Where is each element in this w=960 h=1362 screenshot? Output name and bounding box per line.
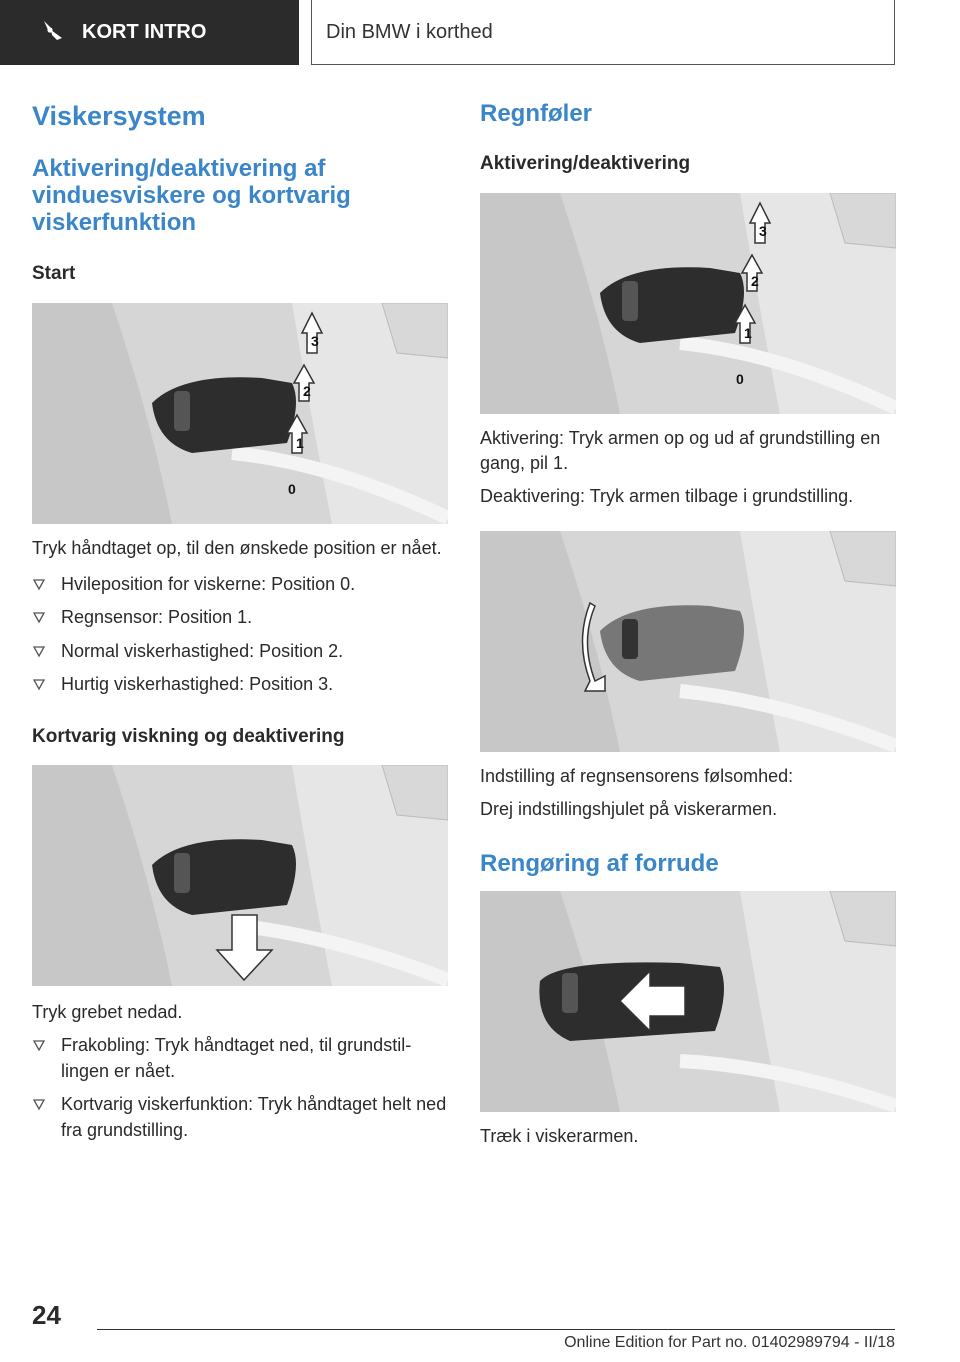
pull-text: Træk i viskerarmen. xyxy=(480,1126,639,1147)
bullet-triangle-icon xyxy=(32,610,46,624)
list-item: Kortvarig viskerfunktion: Tryk håndtaget helt ned fra grundstilling. xyxy=(32,1092,448,1143)
bullet-triangle-icon xyxy=(32,577,46,591)
sensitivity-wheel-figure xyxy=(480,531,896,752)
windscreen-cleaning-title: Rengøring af forrude xyxy=(480,849,719,877)
start-instruction: Tryk håndtaget op, til den ønskede position er nået. xyxy=(32,538,442,559)
activation-text: Aktivering: Tryk armen op og ud af grundstilling en gang, pil 1. xyxy=(480,427,881,474)
page-number: 24 xyxy=(32,1300,61,1330)
position-label-1: 1 xyxy=(744,324,752,341)
footer-divider xyxy=(97,1329,895,1330)
list-item: Normal viskerhastighed: Position 2. xyxy=(32,639,448,665)
activation-heading: Aktivering/deaktivering xyxy=(480,152,691,174)
bullet-triangle-icon xyxy=(32,1097,46,1111)
deactivation-text: Deaktivering: Tryk armen tilbage i grundstilling. xyxy=(480,485,854,506)
position-label-2: 2 xyxy=(751,272,759,289)
bullet-triangle-icon xyxy=(32,677,46,691)
wiper-lever-up-figure xyxy=(32,303,448,524)
edition-info: Online Edition for Part no. 01402989794 - II/18 xyxy=(564,1334,895,1351)
car-front-icon xyxy=(40,18,66,48)
position-label-3: 3 xyxy=(759,222,767,239)
bullet-triangle-icon xyxy=(32,644,46,658)
position-label-0: 0 xyxy=(288,481,296,498)
start-heading: Start xyxy=(32,263,76,285)
position-label-1: 1 xyxy=(296,435,304,452)
short-wipe-bullet-list xyxy=(32,1033,448,1143)
wiper-lever-down-figure xyxy=(32,765,448,986)
list-item: Hvileposition for viskerne: Position 0. xyxy=(32,572,448,598)
position-label-0: 0 xyxy=(736,370,744,387)
chapter-tab-label: KORT INTRO xyxy=(82,21,207,43)
sensitivity-text: Indstilling af regnsensorens følsomhed: xyxy=(480,766,794,787)
wiper-lever-pull-figure xyxy=(480,891,896,1112)
bullet-triangle-icon xyxy=(32,1038,46,1052)
short-wipe-instruction: Tryk grebet nedad. xyxy=(32,1001,183,1022)
wiper-activation-subtitle: Aktivering/deaktivering af vinduesviskere og kortvarig viskerfunktion xyxy=(32,155,351,237)
short-wipe-heading: Kortvarig viskning og deaktivering xyxy=(32,725,345,747)
left-column xyxy=(32,100,448,1151)
wiper-system-title: Viskersystem xyxy=(32,101,206,131)
position-label-2: 2 xyxy=(303,383,311,400)
rain-sensor-activation-figure xyxy=(480,193,896,414)
wheel-text: Drej indstillingshjulet på viskerarmen. xyxy=(480,798,778,819)
list-item: Frakobling: Tryk håndtaget ned, til grundstil-lingen er nået. xyxy=(32,1033,448,1084)
position-label-3: 3 xyxy=(311,333,319,350)
list-item: Hurtig viskerhastighed: Position 3. xyxy=(32,672,448,698)
list-item: Regnsensor: Position 1. xyxy=(32,605,448,631)
right-column xyxy=(480,100,896,1150)
section-title: Din BMW i korthed xyxy=(311,0,895,65)
chapter-tab[interactable] xyxy=(0,0,299,65)
start-bullet-list xyxy=(32,572,448,698)
rain-sensor-title: Regnføler xyxy=(480,100,593,127)
